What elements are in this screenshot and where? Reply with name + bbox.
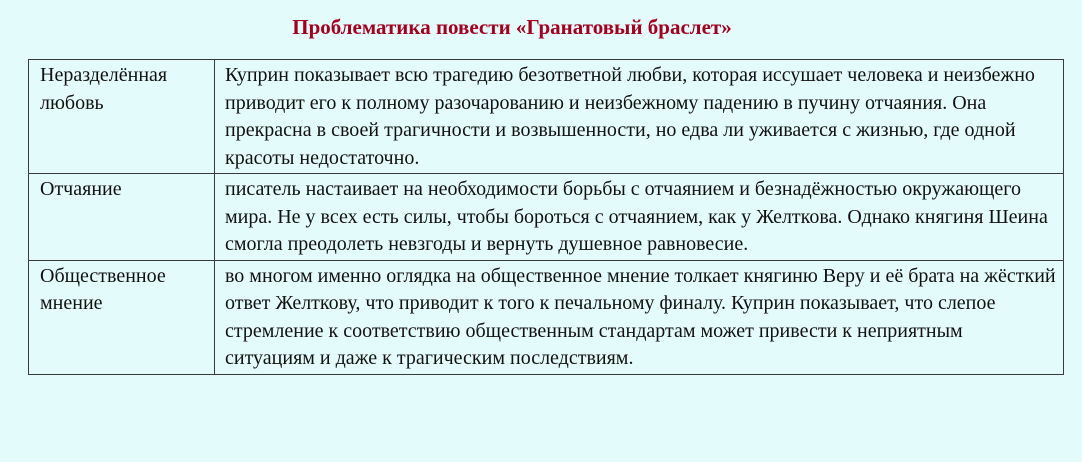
table-row bbox=[29, 174, 1064, 261]
row-topic-cell: Общественное мнение bbox=[29, 260, 215, 374]
table-row bbox=[29, 260, 1064, 374]
page-title: Проблематика повести «Гранатовый браслет» bbox=[292, 15, 732, 39]
row-description-cell: Куприн показывает всю трагедию безответной любви, которая иссушает человека и неизбежно приводит его к полному разочарованию и неизбежному падению в пучину отчаяния. Она прекрасна в своей трагичности и возвышенности, но едва ли уживается с жизнью, где одной красоты недостаточно. bbox=[215, 60, 1064, 174]
row-topic-cell: Отчаяние bbox=[29, 174, 215, 261]
issues-table bbox=[28, 59, 1064, 375]
table-row bbox=[29, 60, 1064, 174]
row-topic-cell: Неразделённая любовь bbox=[29, 60, 215, 174]
row-description-cell: во многом именно оглядка на общественное мнение толкает княгиню Веру и её брата на жёсткий ответ Желткову, что приводит к того к печальному финалу. Куприн показывает, что слепое стремление к соответствию общественным стандартам может привести к неприятным ситуациям и даже к трагическим последствиям. bbox=[215, 260, 1064, 374]
row-description-cell: писатель настаивает на необходимости борьбы с отчаянием и безнадёжностью окружающего мира. Не у всех есть силы, чтобы бороться с отчаянием, как у Желткова. Однако княгиня Шеина смогла преодолеть невзгоды и вернуть душевное равновесие. bbox=[215, 174, 1064, 261]
